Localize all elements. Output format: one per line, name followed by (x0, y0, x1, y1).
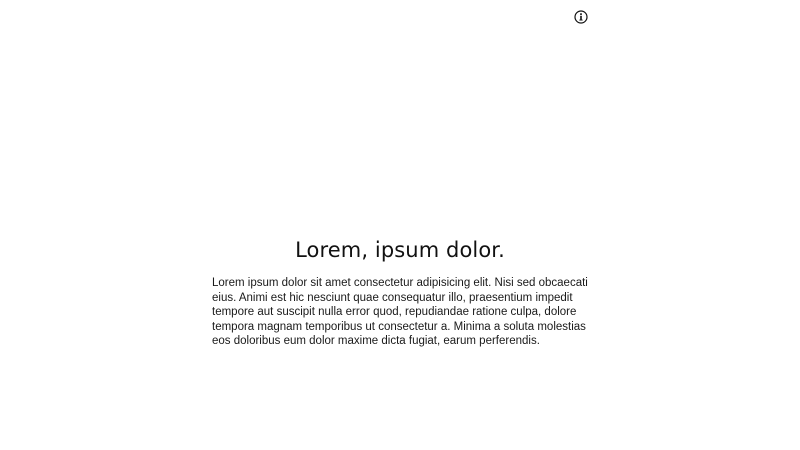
page-title: Lorem, ipsum dolor. (295, 238, 505, 262)
info-button[interactable] (574, 10, 588, 24)
info-icon (574, 10, 588, 24)
body-paragraph: Lorem ipsum dolor sit amet consectetur adipisicing elit. Nisi sed obcaecati eius. Animi est hic nesciunt quae consequatur illo, praesentium impedit tempore aut suscipit nulla error quod, repudiandae ratione culpa, dolore tempora magnam temporibus ut consectetur a. Minima a soluta molestias eos doloribus eum dolor maxime dicta fugiat, earum perferendis. (212, 277, 588, 348)
main-content (212, 236, 588, 349)
